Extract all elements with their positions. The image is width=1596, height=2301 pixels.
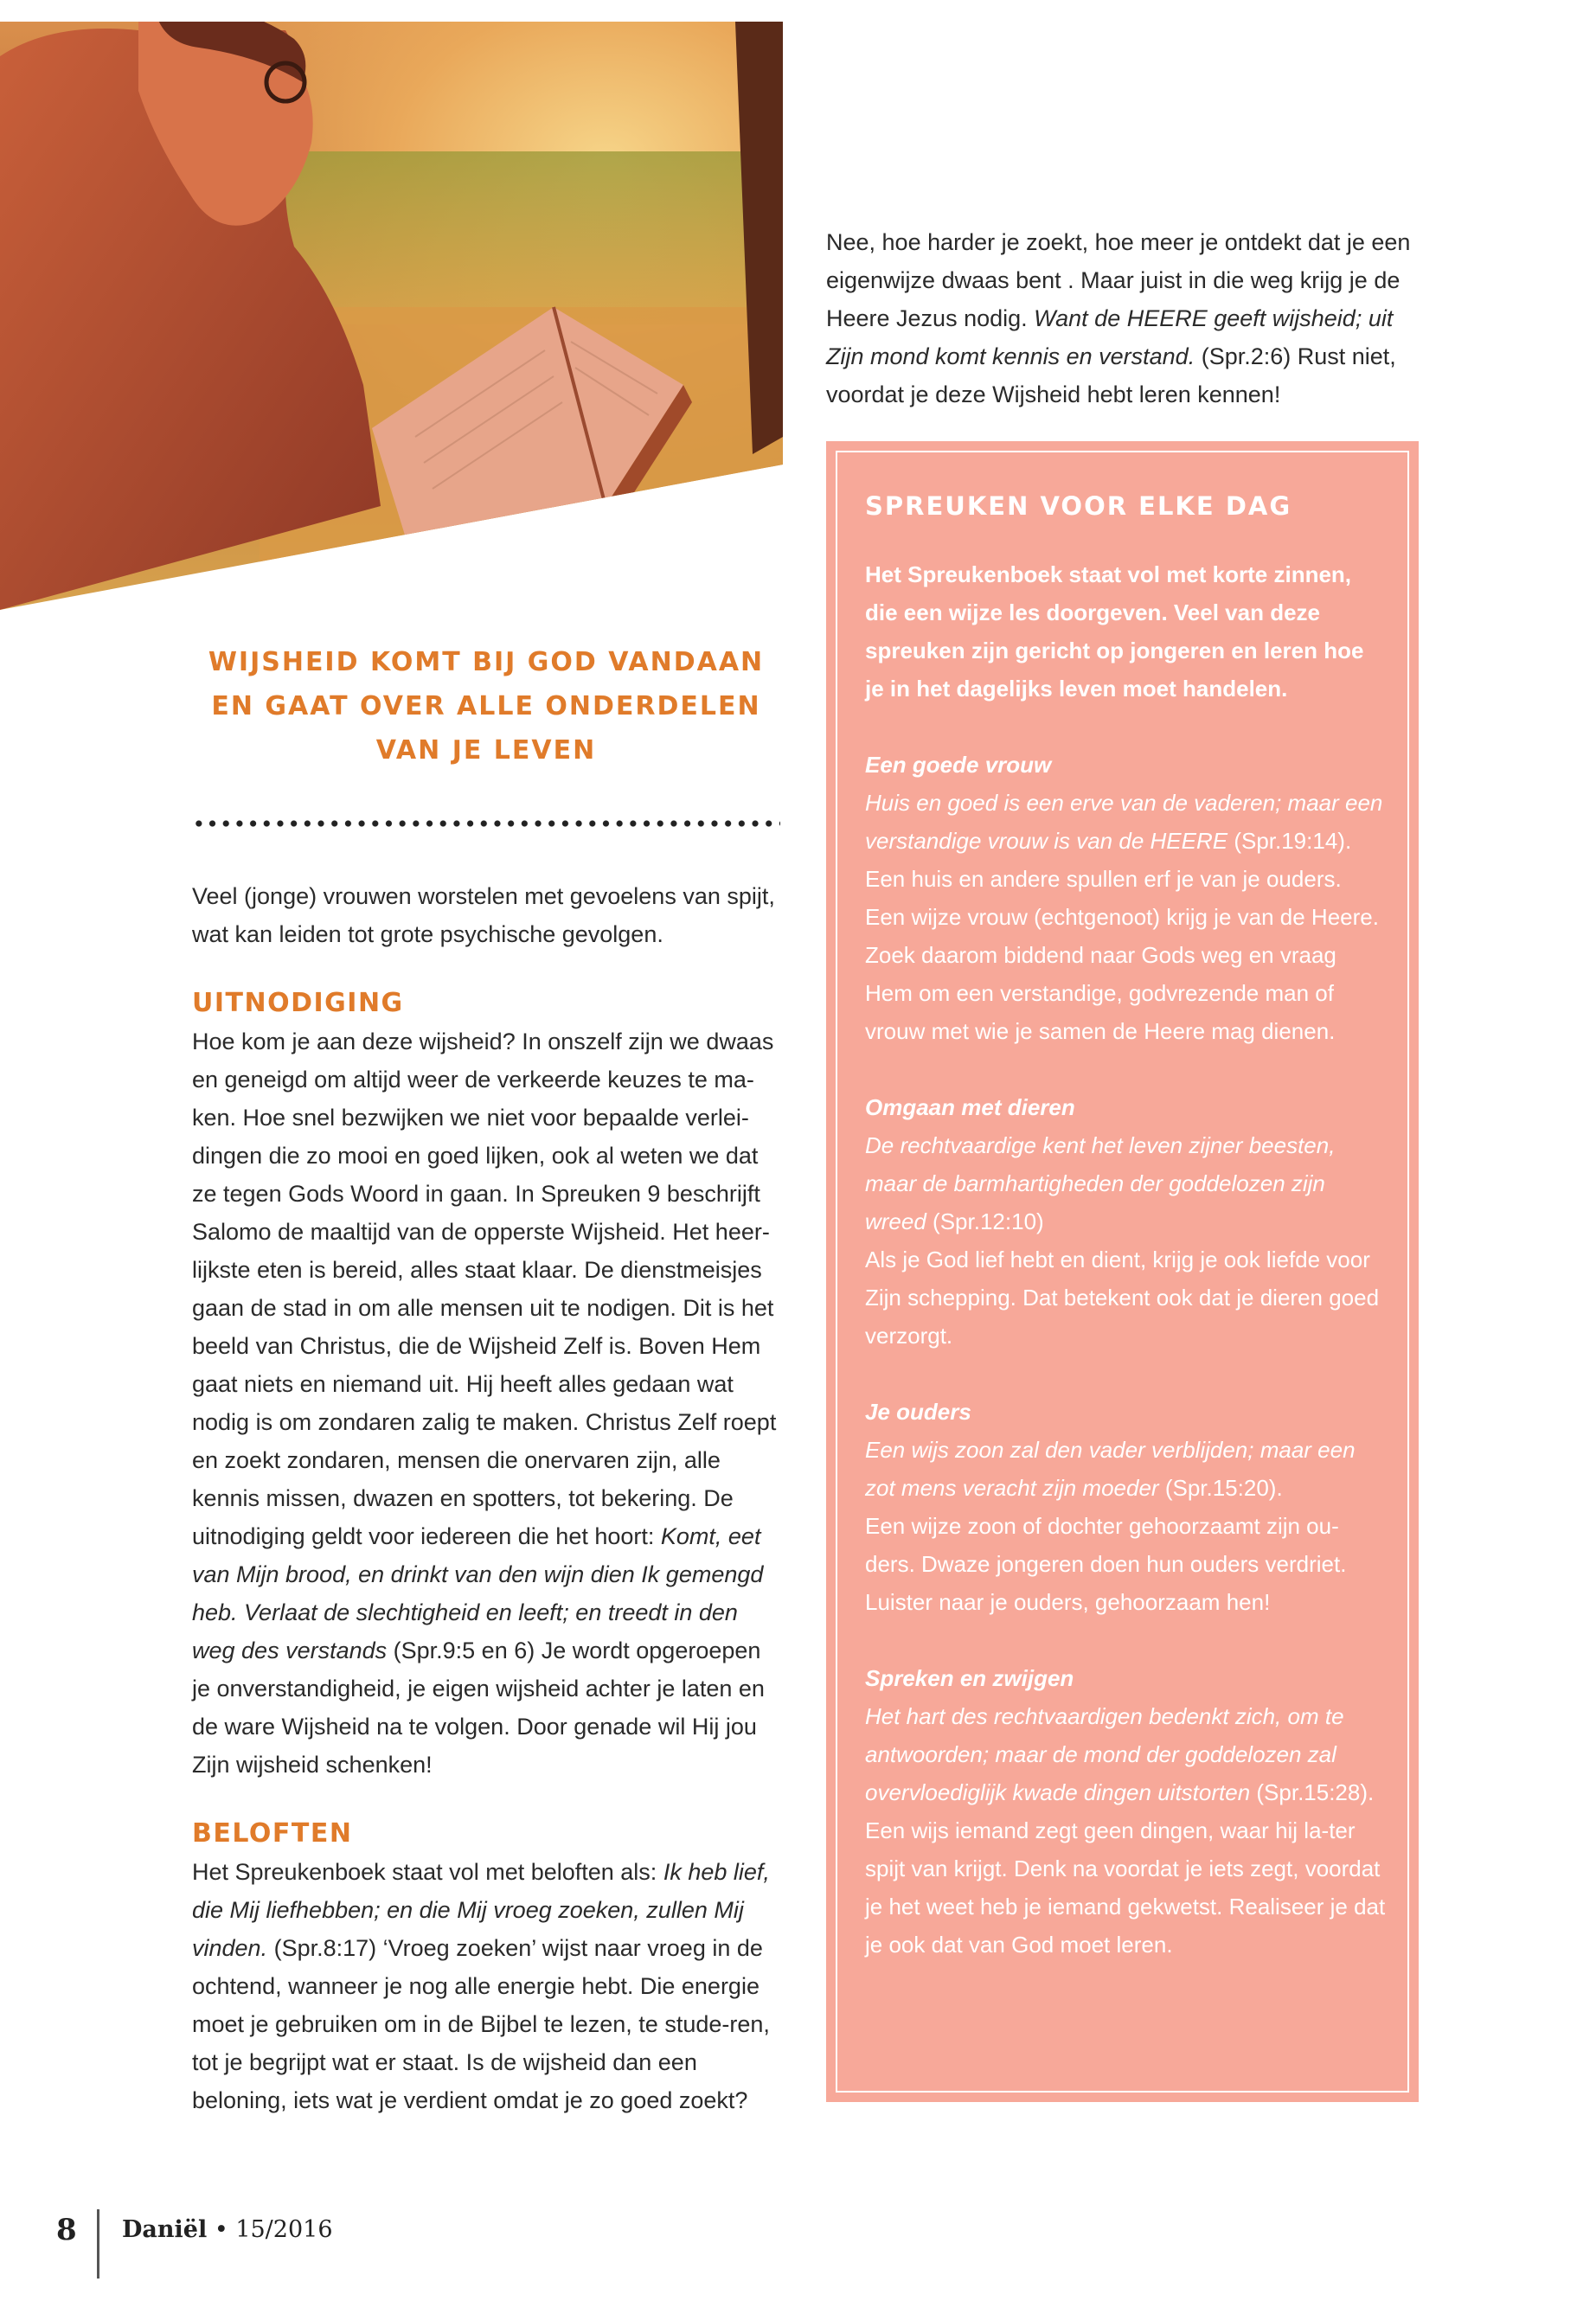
section-text-uitnodiging [192, 1022, 780, 1784]
sidebar-box-inner [836, 451, 1409, 2093]
proverb-reference: (Spr.15:20). [1158, 1475, 1283, 1501]
proverb-reference: (Spr.19:14). [1227, 828, 1352, 854]
sidebar-box-title: SPREUKEN VOOR ELKE DAG [865, 491, 1292, 521]
page-number: 8 [56, 2213, 77, 2247]
magazine-name: Daniël [122, 2216, 208, 2243]
section-heading-beloften: BELOFTEN [192, 1818, 353, 1849]
footer-separator: • [207, 2216, 236, 2243]
section-heading-uitnodiging: UITNODIGING [192, 988, 404, 1018]
header-photo [0, 22, 783, 610]
uitnodiging-quote: Komt, eet van Mijn brood, en drinkt van den wijn dien Ik gemengd heb. Verlaat de slechtigheid en leeft; en treedt in den weg des verstands [192, 1523, 764, 1663]
proverb-item [865, 1659, 1387, 1964]
proverb-quote: De rechtvaardige kent het leven zijner beesten, maar de barmhartigheden der goddelozen zijn wreed [865, 1132, 1336, 1234]
proverb-explanation: Als je God lief hebt en dient, krijg je ook liefde voor Zijn schepping. Dat betekent ook dat je dieren goed verzorgt. [865, 1247, 1380, 1349]
sidebar-box [826, 441, 1419, 2102]
intro-text-start: Nee, hoe harder je zoekt, hoe meer je ontdekt dat je een eigenwijze dwaas bent . Maar juist in die weg krijg je de Heere Jezus nodig. [826, 229, 1411, 331]
sidebar-box-intro: Het Spreukenboek staat vol met korte zinnen, die een wijze les doorgeven. Veel van deze spreuken zijn gericht op jongeren en leren hoe je in het dagelijks leven moet handelen. [865, 561, 1364, 702]
proverb-quote: Een wijs zoon zal den vader verblijden; maar een zot mens veracht zijn moeder [865, 1437, 1356, 1501]
intro-text-end: (Spr.2:6) Rust niet, voordat je deze Wijsheid hebt leren kennen! [826, 343, 1396, 407]
reading-photo-illustration [0, 22, 783, 610]
uitnodiging-text-start: Hoe kom je aan deze wijsheid? In onszelf zijn we dwaas en geneigd om altijd weer de verkeerde keuzes te ma-ken. Hoe snel bezwijken we niet voor bepaalde verlei-dingen die zo mooi en goed lijken, ook al weten we dat ze tegen Gods Woord in gaan. In Spreuken 9 beschrijft Salomo de maaltijd van de opperste Wijsheid. Het heer-lijkste eten is bereid, alles staat klaar. De dienstmeisjes gaan de stad in om alle mensen uit te nodigen. Dit is het beeld van Christus, die de Wijsheid Zelf is. Boven Hem gaat niets en niemand uit. Hij heeft alles gedaan wat nodig is om zondaren zalig te maken. Christus Zelf roept en zoekt zondaren, mensen die onervaren zijn, alle kennis missen, dwazen en spotters, tot bekering. De uitnodiging geldt voor iedereen die het hoort: [192, 1029, 777, 1549]
beloften-text-start: Het Spreukenboek staat vol met beloften als: [192, 1859, 663, 1885]
publication-info [122, 2216, 333, 2243]
proverb-heading: Je ouders [865, 1399, 971, 1425]
beloften-text-end: (Spr.8:17) ‘Vroeg zoeken’ wijst naar vroeg in de ochtend, wanneer je nog alle energie hebt. Die energie moet je gebruiken om in de Bijbel te lezen, te stude-ren, tot je begrijpt wat er staat. Is de wijsheid dan een beloning, iets wat je verdient omdat je zo goed zoekt? [192, 1935, 770, 2113]
article-intro: Veel (jonge) vrouwen worstelen met gevoelens van spijt, wat kan leiden tot grote psychische gevolgen. [192, 883, 775, 947]
dotted-divider [192, 819, 780, 828]
proverb-explanation: Een wijze zoon of dochter gehoorzaamt zijn ou-ders. Dwaze jongeren doen hun ouders verdriet. Luister naar je ouders, gehoorzaam hen! [865, 1513, 1347, 1615]
article-headline: WIJSHEID KOMT BIJ GOD VANDAAN EN GAAT OVER ALLE ONDERDELEN VAN JE LEVEN [208, 647, 765, 766]
proverb-item [865, 1393, 1387, 1621]
proverb-quote: Het hart des rechtvaardigen bedenkt zich, om te antwoorden; maar de mond der goddelozen zal overvloediglijk kwade dingen uitstorten [865, 1703, 1344, 1805]
main-article-column [192, 640, 780, 2119]
proverb-item [865, 1088, 1387, 1355]
proverb-heading: Omgaan met dieren [865, 1094, 1075, 1120]
proverb-explanation: Een wijs iemand zegt geen dingen, waar hij la-ter spijt van krijgt. Denk na voordat je iets zegt, voordat je het weet heb je iemand gekwetst. Realiseer je dat je ook dat van God moet leren. [865, 1817, 1386, 1958]
intro-paragraph [826, 223, 1423, 413]
issue-number: 15/2016 [235, 2216, 333, 2243]
proverb-heading: Een goede vrouw [865, 752, 1052, 778]
proverb-explanation: Een huis en andere spullen erf je van je ouders. Een wijze vrouw (echtgenoot) krijg je van de Heere. Zoek daarom biddend naar Gods weg en vraag Hem om een verstandige, godvrezende man of vrouw met wie je samen de Heere mag dienen. [865, 866, 1379, 1044]
section-text-beloften [192, 1853, 780, 2119]
proverb-quote: Huis en goed is een erve van de vaderen; maar een verstandige vrouw is van de HEERE [865, 790, 1383, 854]
proverb-reference: (Spr.12:10) [926, 1208, 1044, 1234]
beloften-quote: Ik heb lief, die Mij liefhebben; en die Mij vroeg zoeken, zullen Mij vinden. [192, 1859, 770, 1961]
uitnodiging-text-end: (Spr.9:5 en 6) Je wordt opgeroepen je onverstandigheid, je eigen wijsheid achter je laten en de ware Wijsheid na te volgen. Door genade wil Hij jou Zijn wijsheid schenken! [192, 1638, 765, 1778]
page-footer [56, 2213, 575, 2282]
proverb-reference: (Spr.15:28). [1250, 1779, 1375, 1805]
proverb-item [865, 746, 1387, 1050]
footer-divider [97, 2209, 99, 2279]
intro-quote: Want de HEERE geeft wijsheid; uit Zijn mond komt kennis en verstand. [826, 305, 1394, 369]
proverb-heading: Spreken en zwijgen [865, 1665, 1074, 1691]
